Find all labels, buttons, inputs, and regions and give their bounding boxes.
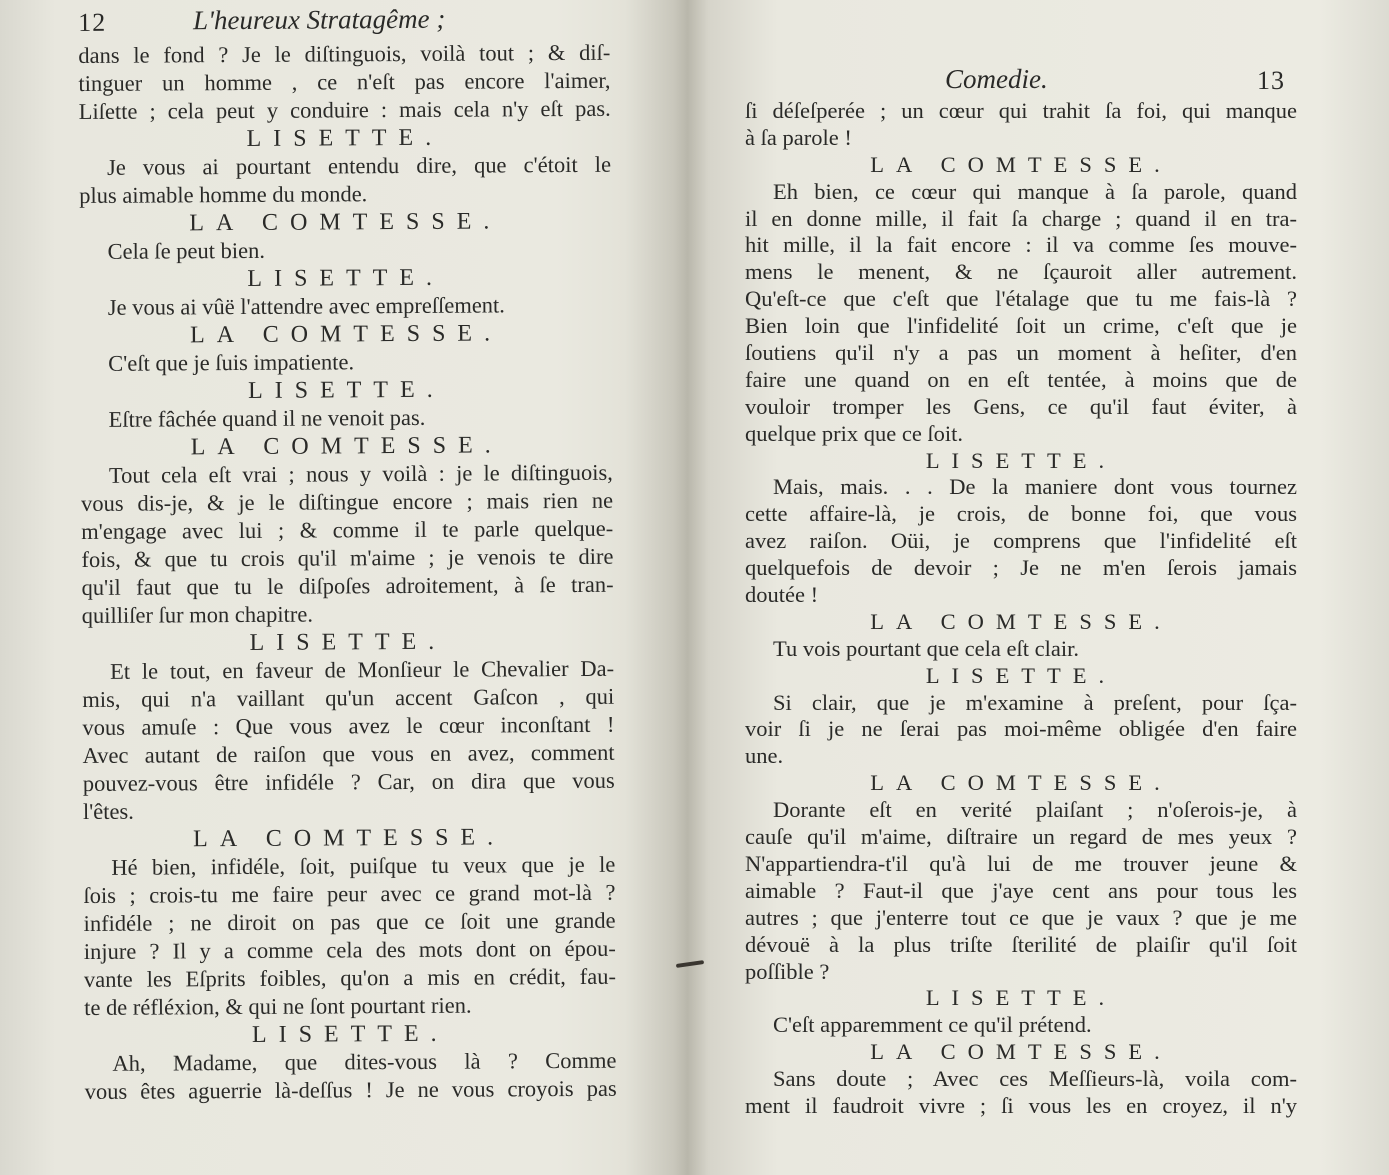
text-line: dans le fond ? Je le diſtinguois, voilà tout ; & diſ- <box>78 39 611 68</box>
text-line: vous dis-je, & je le diſtingue encore ; mais rien ne <box>80 487 614 516</box>
page-text <box>78 39 616 1106</box>
text-line: avez raiſon. Oüi, je comprens que l'infidelité eſt <box>745 528 1297 554</box>
page-text <box>745 98 1297 1120</box>
speaker-name: LISETTE. <box>247 376 445 404</box>
text-line: poſſible ? <box>745 958 830 984</box>
speaker-name: LISETTE. <box>925 662 1117 688</box>
text-line: Cela ſe peut bien. <box>107 237 266 264</box>
text-line: Et le tout, en faveur de Monſieur le Chevalier Da- <box>110 655 615 684</box>
text-line: C'eſt que je ſuis impatiente. <box>108 349 355 376</box>
text-line: plus aimable homme du monde. <box>79 181 368 208</box>
running-header <box>78 0 610 42</box>
bookmark-ribbon <box>676 960 704 968</box>
text-line: voir ſi je ne ſerai pas moi-même obligée d'en faire <box>745 716 1297 742</box>
speaker-name: LA COMTESSE. <box>189 208 502 237</box>
text-line: Qu'eſt-ce que c'eſt que l'étalage que tu me fais-là ? <box>745 286 1297 312</box>
text-line: Eh bien, ce cœur qui manque à ſa parole, quand <box>773 178 1297 204</box>
left-page <box>78 0 617 1106</box>
speaker-name: LISETTE. <box>247 264 445 292</box>
text-line: quelque prix que ce ſoit. <box>745 420 964 446</box>
page-number: 13 <box>1257 66 1285 95</box>
text-line: N'appartiendra-t'il qu'à lui de me trouver jeune & <box>745 850 1297 876</box>
right-page <box>745 58 1297 1120</box>
text-line: Dorante eſt en verité plaiſant ; n'oſerois-je, à <box>773 797 1297 823</box>
text-line: infidéle ; ne diroit on pas que ce ſoit une grande <box>83 907 616 936</box>
text-line: aimable ? Faut-il que j'aye cent ans pour tous les <box>745 877 1297 903</box>
text-line: Je vous ai pourtant entendu dire, que c'étoit le <box>106 151 612 180</box>
text-line: cette affaire-là, je crois, de bonne foi, que vous <box>745 501 1297 527</box>
speaker-name: LISETTE. <box>249 628 447 656</box>
text-line: autres ; que j'enterre tout ce que je vaux ? que je me <box>745 904 1297 930</box>
text-line: ſois ; crois-tu me faire peur avec ce grand mot-là ? <box>83 879 616 908</box>
text-line: faire une quand on en eſt tentée, à moins que de <box>745 366 1297 392</box>
text-line: à ſa parole ! <box>745 124 852 150</box>
text-line: vouloir tromper les Gens, ce qu'il faut éviter, à <box>745 393 1297 419</box>
text-line: Je vous ai vûë l'attendre avec empreſſement. <box>107 292 505 320</box>
speaker-name: LA COMTESSE. <box>190 432 503 461</box>
text-line: te de réfléxion, & qui ne ſont pourtant rien. <box>84 992 472 1020</box>
text-line: tinguer un homme , ce n'eſt pas encore l'aimer, <box>78 67 611 96</box>
speaker-name: LISETTE. <box>246 124 444 152</box>
text-line: Mais, mais. . . De la maniere dont vous tournez <box>773 474 1297 500</box>
text-line: Hé bien, infidéle, ſoit, puiſque tu veux que je le <box>111 851 616 880</box>
speaker-name: LA COMTESSE. <box>870 770 1172 796</box>
running-title: L'heureux Stratagême ; <box>193 3 446 36</box>
text-line: une. <box>745 743 784 769</box>
text-line: il en donne mille, il fait ſa charge ; quand il en tra- <box>745 205 1297 231</box>
text-line: quilliſer ſur mon chapitre. <box>81 601 314 628</box>
text-line: Tu vois pourtant que cela eſt clair. <box>773 635 1079 661</box>
text-line: Ah, Madame, que dites-vous là ? Comme <box>112 1047 617 1076</box>
text-line: dévouë à la plus triſte ſterilité de plaiſir qu'il ſoit <box>745 931 1297 957</box>
text-line: vante les Eſprits foibles, qu'on a mis en crédit, fau- <box>83 963 617 992</box>
text-line: C'eſt apparemment ce qu'il prétend. <box>773 1012 1092 1038</box>
text-line: vous amuſe : Que vous avez le cœur inconſtant ! <box>82 711 615 740</box>
text-line: doutée ! <box>745 582 819 608</box>
speaker-name: LISETTE. <box>251 1020 449 1048</box>
speaker-name: LA COMTESSE. <box>870 608 1172 634</box>
text-line: Avec autant de raiſon que vous en avez, comment <box>82 739 615 768</box>
text-line: ment il faudroit vivre ; ſi vous les en croyez, il n'y <box>745 1092 1297 1118</box>
text-line: hit mille, il la fait encore : il va comme ſes mouve- <box>745 232 1297 258</box>
text-line: Bien loin que l'infidelité ſoit un crime, c'eſt que je <box>745 313 1297 339</box>
speaker-name: LISETTE. <box>925 447 1117 473</box>
text-line: mens le menent, & ne ſçauroit aller autrement. <box>745 259 1297 285</box>
speaker-name: LA COMTESSE. <box>870 151 1172 177</box>
running-header <box>745 58 1297 98</box>
text-line: cauſe qu'il m'aime, diſtraire un regard de mes yeux ? <box>745 824 1297 850</box>
text-line: fois, & que tu crois qu'il m'aime ; je venois te dire <box>81 543 614 572</box>
text-line: Eſtre fâchée quand il ne venoit pas. <box>108 404 426 432</box>
text-line: vous êtes aguerrie là-deſſus ! Je ne vous croyois pas <box>84 1075 617 1104</box>
text-line: ſi déſeſperée ; un cœur qui trahit ſa foi, qui manque <box>745 98 1297 123</box>
speaker-name: LA COMTESSE. <box>193 824 506 853</box>
page-number: 12 <box>78 7 107 37</box>
speaker-name: LA COMTESSE. <box>189 320 503 349</box>
speaker-name: LA COMTESSE. <box>870 1039 1172 1065</box>
text-line: mis, qui n'a vaillant qu'un accent Gaſcon , qui <box>82 683 615 712</box>
running-title: Comedie. <box>945 64 1048 94</box>
text-line: Tout cela eſt vrai ; nous y voilà : je le diſtinguois, <box>108 459 613 488</box>
text-line: Si clair, que je m'examine à preſent, pour ſça- <box>773 689 1297 715</box>
text-line: l'êtes. <box>82 798 134 824</box>
text-line: Liſette ; cela peut y conduire : mais cela n'y eſt pas. <box>78 95 611 124</box>
text-line: qu'il faut que tu le diſpoſes adroitement, à ſe tran- <box>81 571 614 600</box>
text-line: ſoutiens qu'il n'y a pas un moment à heſiter, d'en <box>745 340 1297 366</box>
text-line: pouvez-vous être infidéle ? Car, on dira que vous <box>82 767 615 796</box>
text-line: m'engage avec lui ; & comme il te parle quelque- <box>81 515 614 544</box>
text-line: injure ? Il y a comme cela des mots dont on épou- <box>83 935 616 964</box>
text-line: Sans doute ; Avec ces Meſſieurs-là, voila com- <box>773 1066 1297 1092</box>
speaker-name: LISETTE. <box>925 985 1117 1011</box>
text-line: quelquefois de devoir ; Je ne m'en ſerois jamais <box>745 555 1297 581</box>
